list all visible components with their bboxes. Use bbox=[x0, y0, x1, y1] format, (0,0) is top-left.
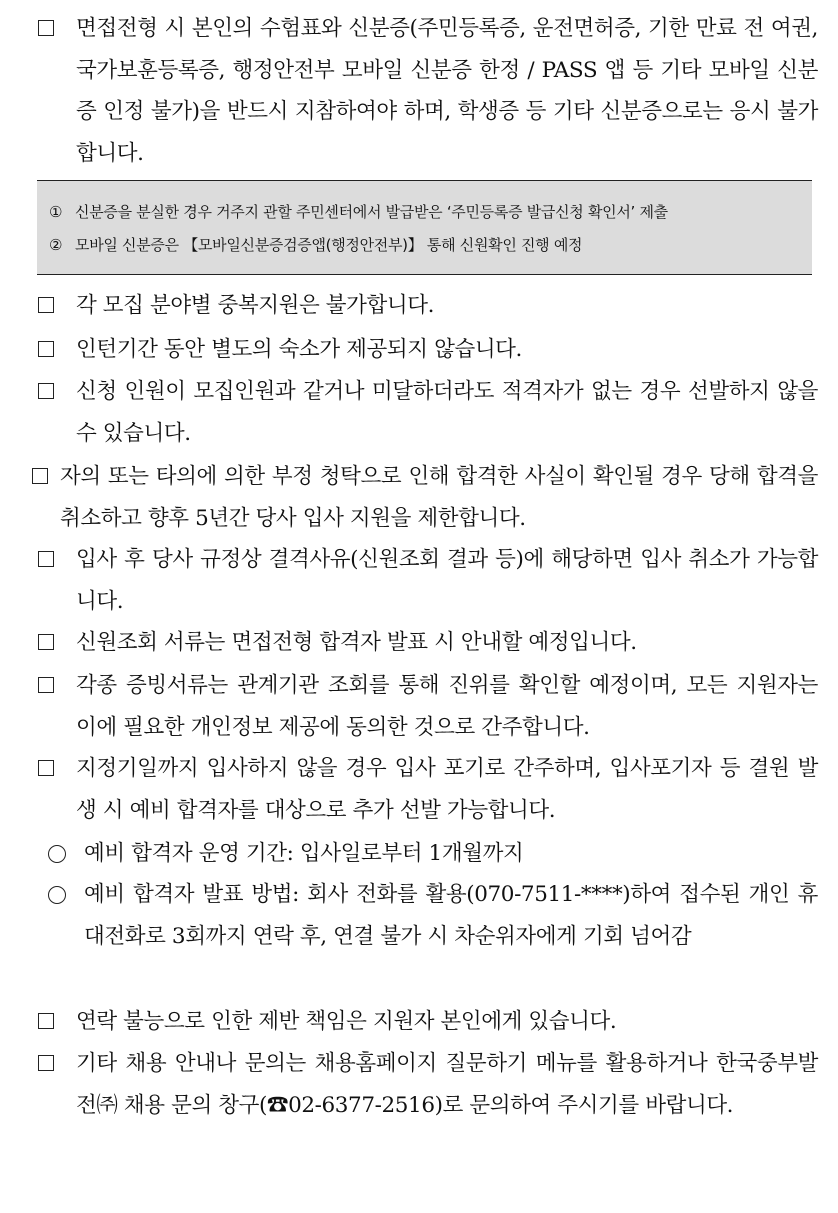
checkbox-icon bbox=[38, 297, 54, 313]
circle-bullet-icon bbox=[48, 886, 66, 904]
checkbox-icon bbox=[38, 341, 54, 357]
notice-item-document-verification bbox=[38, 665, 818, 748]
note-text: 모바일 신분증은 【모바일신분증검증앱(행정안전부)】 통해 신원확인 진행 예정 bbox=[75, 236, 583, 254]
checkbox-icon bbox=[38, 1013, 54, 1029]
notice-item-text: 각 모집 분야별 중복지원은 불가합니다. bbox=[76, 293, 435, 318]
note-number: ① bbox=[49, 203, 63, 221]
checkbox-icon bbox=[38, 1055, 54, 1071]
notice-item-disqualification bbox=[38, 539, 818, 622]
notice-item-no-housing bbox=[38, 329, 818, 371]
notice-item-text: 신청 인원이 모집인원과 같거나 미달하더라도 적격자가 없는 경우 선발하지 않을 수 있습니다. bbox=[76, 379, 818, 446]
notice-item-contact-failure bbox=[38, 1001, 818, 1043]
notice-item-text: 면접전형 시 본인의 수험표와 신분증(주민등록증, 운전면허증, 기한 만료 전 여권, 국가보훈등록증, 행정안전부 모바일 신분증 한정 / PASS 앱 등 기타 모바일 신분증 인정 불가)을 반드시 지참하여야 하며, 학생증 등 기타 신분증으로는 응시 불가합니다. bbox=[76, 16, 818, 166]
checkbox-icon bbox=[38, 634, 54, 650]
note-number: ② bbox=[49, 236, 63, 254]
circle-bullet-icon bbox=[48, 845, 66, 863]
notice-item-id-required bbox=[38, 8, 818, 174]
note-text: 신분증을 분실한 경우 거주지 관할 주민센터에서 발급받은 ‘주민등록증 발급신청 확인서’ 제출 bbox=[75, 203, 668, 221]
notice-item-text: 지정기일까지 입사하지 않을 경우 입사 포기로 간주하며, 입사포기자 등 결원 발생 시 예비 합격자를 대상으로 추가 선발 가능합니다. bbox=[76, 756, 818, 823]
notice-item-text: 인턴기간 동안 별도의 숙소가 제공되지 않습니다. bbox=[76, 337, 522, 362]
note-mobile-id bbox=[49, 234, 802, 255]
checkbox-icon bbox=[38, 551, 54, 567]
sub-item-waitlist-period bbox=[48, 833, 818, 875]
checkbox-icon bbox=[38, 760, 54, 776]
checkbox-icon bbox=[38, 677, 54, 693]
checkbox-icon bbox=[38, 383, 54, 399]
sub-item-text: 예비 합격자 발표 방법: 회사 전화를 활용(070-7511-****)하여 접수된 개인 휴대전화로 3회까지 연락 후, 연결 불가 시 차순위자에게 기회 넘어감 bbox=[84, 882, 818, 949]
checkbox-icon bbox=[38, 20, 54, 36]
notice-item-text: 입사 후 당사 규정상 결격사유(신원조회 결과 등)에 해당하면 입사 취소가 가능합니다. bbox=[76, 547, 818, 614]
notice-item-text: 기타 채용 안내나 문의는 채용홈페이지 질문하기 메뉴를 활용하거나 한국중부발전㈜ 채용 문의 창구(☎02-6377-2516)로 문의하여 주시기를 바랍니다. bbox=[76, 1051, 818, 1118]
sub-item-text: 예비 합격자 운영 기간: 입사일로부터 1개월까지 bbox=[84, 841, 524, 866]
note-box bbox=[37, 180, 812, 275]
notice-item-text: 신원조회 서류는 면접전형 합격자 발표 시 안내할 예정입니다. bbox=[76, 630, 637, 655]
notice-item-background-check bbox=[38, 622, 818, 664]
notice-item-no-duplicate bbox=[38, 285, 818, 327]
notice-item-text: 연락 불능으로 인한 제반 책임은 지원자 본인에게 있습니다. bbox=[76, 1009, 617, 1034]
note-lost-id bbox=[49, 201, 802, 222]
notice-item-text: 각종 증빙서류는 관계기관 조회를 통해 진위를 확인할 예정이며, 모든 지원자는 이에 필요한 개인정보 제공에 동의한 것으로 간주합니다. bbox=[76, 673, 818, 740]
notice-item-waitlist bbox=[38, 748, 818, 831]
notice-item-text: 자의 또는 타의에 의한 부정 청탁으로 인해 합격한 사실이 확인될 경우 당해 합격을 취소하고 향후 5년간 당사 입사 지원을 제한합니다. bbox=[60, 464, 818, 531]
notice-item-inquiries bbox=[38, 1043, 818, 1126]
checkbox-icon bbox=[32, 468, 48, 484]
notice-item-no-qualified bbox=[38, 371, 818, 454]
sub-item-waitlist-announcement bbox=[48, 874, 818, 957]
notice-item-improper-solicitation bbox=[32, 456, 818, 539]
